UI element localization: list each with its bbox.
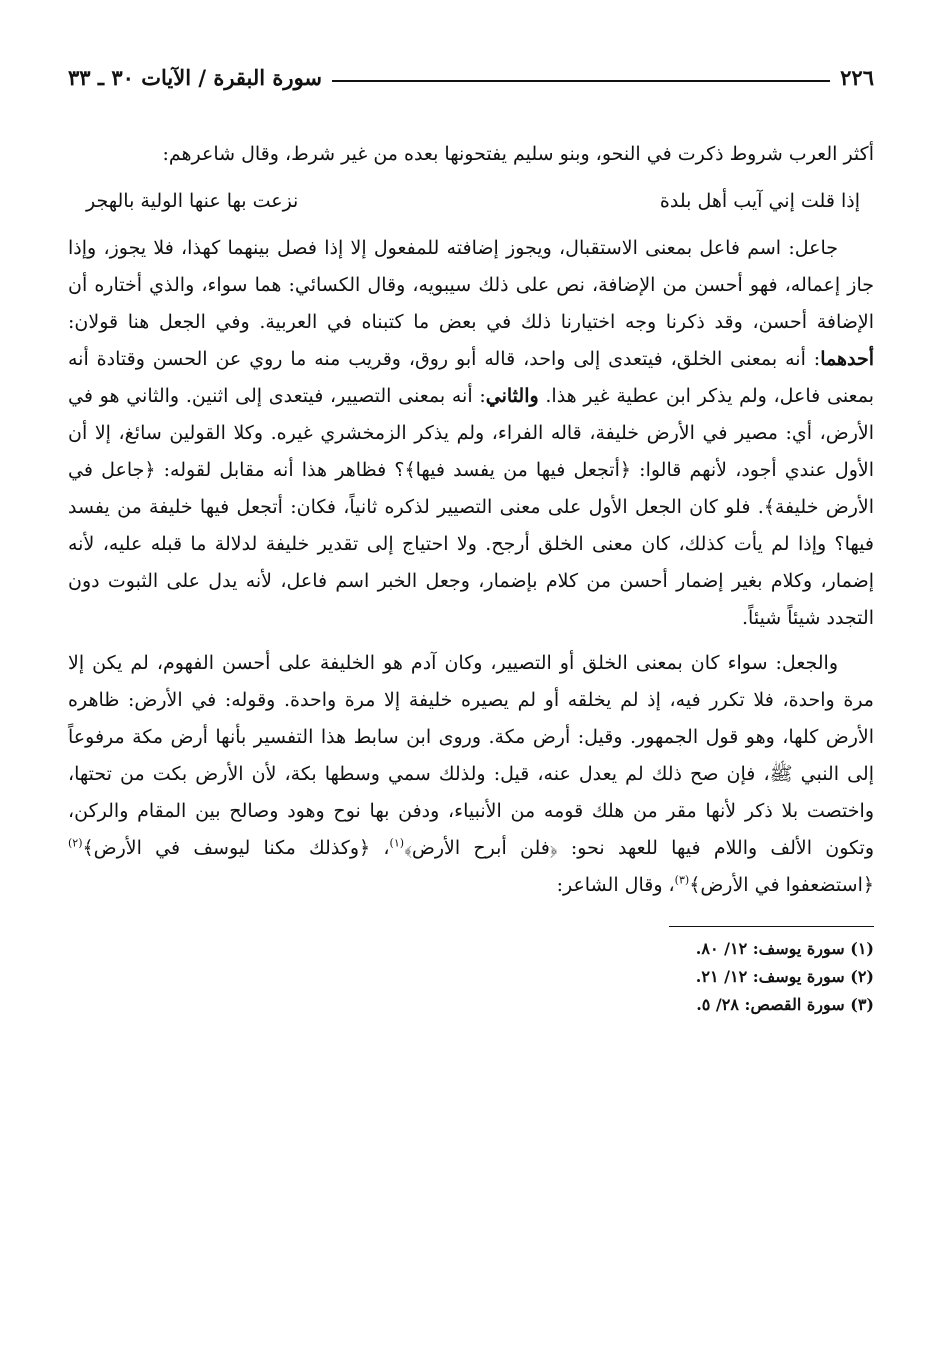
footnote-ref[interactable]: (٣) [674,873,690,887]
footnote-item: (٢) سورة يوسف: ١٢/ ٢١. [695,967,874,986]
verse-second-hemistich: نزعت بها عنها الولية بالهجر [86,190,299,212]
text-run: ، ﴿وكذلك مكنا ليوسف في الأرض﴾ [82,837,390,859]
footnotes [68,935,874,1019]
text-run: : أنه بمعنى التصيير، فيتعدى إلى اثنين. والثاني هو في الأرض، أي: مصير في الأرض خليفة، قاله الفراء، ولم يذكر الزمخشري غيره. وكلا القولين سائغ، إلا أن الأول عندي أجود، لأنهم قالوا: ﴿أتجعل فيها من يفسد فيها﴾؟ فظاهر هذا أنه مقابل لقوله: ﴿جاعل في الأرض خليفة﴾. فلو كان الجعل الأول على معنى التصيير لذكره ثانياً، فكان: أتجعل فيها خليفة من يفسد فيها؟ وإذا لم يأت كذلك، كان معنى الخلق أرجح. ولا احتياج إلى تقدير خليفة لدلالة ما قبله عليه، لأنه إضمار، وكلام بغير إضمار أحسن من كلام بإضمار، وجعل الخبر اسم فاعل، لأنه يدل على الثبوت دون التجدد شيئاً شيئاً. [68,385,874,629]
text-run: : أنه بمعنى الخلق، فيتعدى إلى واحد، قاله أبو روق، وقريب منه ما روي عن الحسن وقتادة أنه بمعنى فاعل، ولم يذكر ابن عطية غير هذا. [68,348,874,407]
footnote-ref[interactable]: (٢) [68,836,83,850]
footnote-divider [669,926,874,927]
page-number: ٢٢٦ [840,65,874,90]
header-rule [332,80,830,82]
bold-term-second: والثاني [485,385,539,407]
bold-term-first: أحدهما [820,348,874,370]
book-page [68,58,874,1019]
paragraph-intro: أكثر العرب شروط ذكرت في النحو، وبنو سليم يفتحونها بعده من غير شرط، وقال شاعرهم: [162,143,874,165]
footnote-ref[interactable]: (١) [389,836,405,850]
footnote-item: (١) سورة يوسف: ١٢/ ٨٠. [695,939,874,958]
paragraph-jaal [68,645,874,904]
running-header [68,58,874,98]
main-text [68,136,874,904]
text-run: ﴿استضعفوا في الأرض﴾ [689,874,874,896]
poem-verse [68,183,874,220]
text-run: ، وقال الشاعر: [556,874,675,896]
chapter-title: سورة البقرة / الآيات ٣٠ ـ ٣٣ [68,65,323,90]
footnote-item: (٣) سورة القصص: ٢٨/ ٥. [696,995,874,1014]
text-run: جاعل: اسم فاعل بمعنى الاستقبال، ويجوز إضافته للمفعول إلا إذا فصل بينهما كهذا، فلا يجوز، وإذا جاز إعماله، فهو أحسن من الإضافة، نص على ذلك سيبويه، وقال الكسائي: هما سواء، والذي أختاره أن الإضافة أحسن، وقد ذكرنا وجه اختيارنا ذلك في بعض ما كتبناه في العربية. وفي الجعل هنا قولان: [68,237,874,333]
verse-first-hemistich: إذا قلت إني آيب أهل بلدة [659,190,860,212]
text-run: والجعل: سواء كان بمعنى الخلق أو التصيير، وكان آدم هو الخليفة على أحسن الفهوم، لم يكن إلا مرة واحدة، فلا تكرر فيه، إذ لم يخلقه أو لم يصيره خليفة إلا مرة واحدة. وقوله: في الأرض: ظاهره الأرض كلها، وهو قول الجمهور. وقيل: أرض مكة. وروى ابن سابط هذا التفسير بأنها أرض مكة مرفوعاً إلى النبي ﷺ، فإن صح ذلك لم يعدل عنه، قيل: ولذلك سمي وسطها بكة، لأن الأرض بكت من تحتها، واختصت بلا ذكر لأنها مقر من هلك قومه من الأنبياء، ودفن بها نوح وهود وصالح بين المقام والركن، وتكون الألف واللام فيها للعهد نحو: ﴿فلن أبرح الأرض﴾ [68,652,874,859]
paragraph-jaail [68,230,874,637]
